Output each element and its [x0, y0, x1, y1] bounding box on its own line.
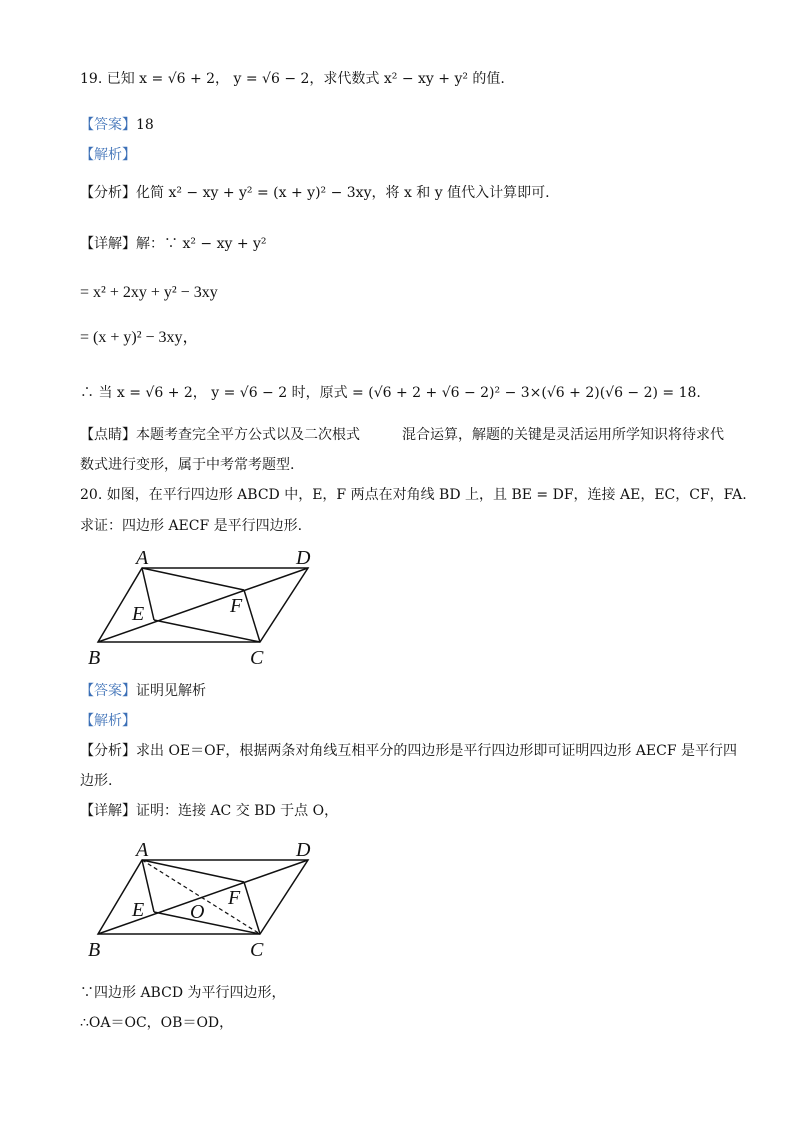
vertex-label-f: F [228, 887, 241, 909]
q20-answer: 证明见解析 [136, 683, 206, 699]
figure-parallelogram-1 [80, 540, 320, 670]
q19-dianjing-row [80, 424, 724, 446]
vertex-label-o: O [190, 901, 205, 923]
detail-tag: 【详解】 [80, 803, 136, 819]
answer-tag: 【答案】 [80, 683, 136, 699]
vertex-label-d: D [296, 839, 311, 861]
q19-answer-row [80, 114, 154, 136]
q19-dianjing-1: 本题考查完全平方公式以及二次根式 混合运算，解题的关键是灵活运用所学知识将待求代 [136, 427, 724, 443]
vertex-label-d: D [296, 547, 311, 569]
fenxi-tag: 【分析】 [80, 185, 136, 201]
q20-answer-row [80, 680, 206, 702]
q20-question-2: 求证：四边形 AECF 是平行四边形. [80, 518, 303, 534]
q20-analysis-tag: 【解析】 [80, 713, 136, 729]
q19-detail-1: 解：∵ x² − xy + y² [136, 236, 267, 252]
q20-fenxi-2: 边形. [80, 773, 113, 789]
detail-tag: 【详解】 [80, 236, 136, 252]
vertex-label-b: B [88, 647, 101, 669]
q20-fenxi-row [80, 740, 737, 762]
q20-detail-row [80, 800, 338, 822]
q20-question-1: 20. 如图，在平行四边形 ABCD 中，E，F 两点在对角线 BD 上，且 BE = DF，连接 AE，EC，CF，FA. [80, 487, 747, 503]
q19-detail-3: = (x + y)² − 3xy， [80, 329, 199, 346]
q19-analysis-tag: 【解析】 [80, 147, 136, 163]
vertex-label-c: C [250, 647, 264, 669]
q19-question: 19. 已知 x = √6 + 2， y = √6 − 2，求代数式 x² − xy + y² 的值. [80, 71, 505, 87]
q20-detail-2: ∵四边形 ABCD 为平行四边形， [80, 985, 286, 1001]
figure-parallelogram-2 [80, 832, 320, 964]
vertex-label-e: E [132, 899, 145, 921]
q19-detail-2: = x² + 2xy + y² − 3xy [80, 284, 218, 301]
vertex-label-a: A [136, 839, 149, 861]
vertex-label-f: F [230, 595, 243, 617]
vertex-label-c: C [250, 939, 264, 961]
fenxi-tag: 【分析】 [80, 743, 136, 759]
q19-detail-row [80, 233, 267, 255]
q20-detail-1: 证明：连接 AC 交 BD 于点 O， [136, 803, 339, 819]
vertex-label-e: E [132, 603, 145, 625]
answer-tag: 【答案】 [80, 117, 136, 133]
q19-fenxi: 化简 x² − xy + y² = (x + y)² − 3xy，将 x 和 y 值代入计算即可. [136, 185, 550, 201]
vertex-label-a: A [136, 547, 149, 569]
q19-fenxi-row [80, 182, 550, 204]
q19-dianjing-2: 数式进行变形，属于中考常考题型. [80, 457, 295, 473]
q20-detail-3: ∴OA＝OC，OB＝OD， [80, 1015, 234, 1031]
q19-detail-4: ∴ 当 x = √6 + 2， y = √6 − 2 时，原式 = (√6 + 2 + √6 − 2)² − 3×(√6 + 2)(√6 − 2) = 18. [80, 385, 701, 401]
q20-fenxi-1: 求出 OE＝OF，根据两条对角线互相平分的四边形是平行四边形即可证明四边形 AECF 是平行四 [136, 743, 737, 759]
dianjing-tag: 【点睛】 [80, 427, 136, 443]
q19-answer: 18 [136, 117, 154, 133]
vertex-label-b: B [88, 939, 101, 961]
